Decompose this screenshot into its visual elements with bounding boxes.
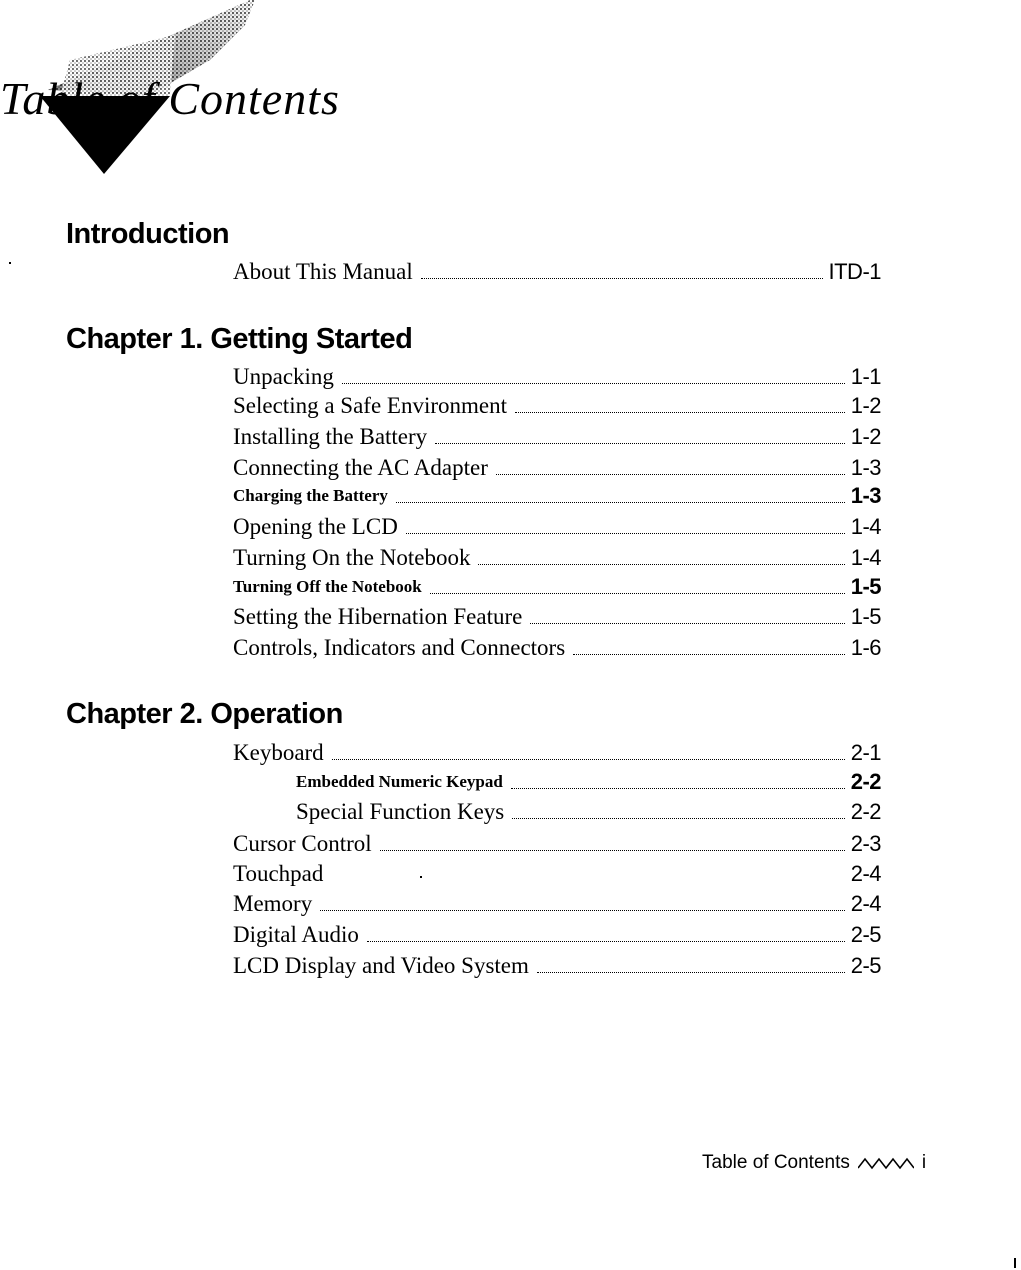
section-heading-chapter-1: Chapter 1. Getting Started [66, 323, 413, 355]
toc-entry [233, 632, 881, 662]
toc-entry-title: Connecting the AC Adapter [233, 455, 488, 480]
toc-entry-page: 1-4 [850, 545, 881, 570]
toc-entry [233, 480, 881, 510]
toc-entry-page: 1-5 [850, 604, 881, 629]
dot-leader [342, 382, 845, 384]
toc-entry-title: Special Function Keys [296, 799, 505, 824]
toc-entry [233, 858, 881, 888]
dot-leader [512, 817, 844, 819]
toc-entry-title: Memory [233, 891, 313, 916]
toc-entry-title: Embedded Numeric Keypad [296, 772, 503, 791]
dot-leader [511, 787, 845, 789]
toc-entry-page: 2-1 [850, 740, 881, 765]
toc-entry-title: Keyboard [233, 740, 324, 765]
section-heading-chapter-2: Chapter 2. Operation [66, 698, 343, 730]
dot-leader [478, 563, 844, 565]
dot-leader [396, 501, 845, 503]
toc-entry-title: Opening the LCD [233, 514, 398, 539]
toc-entry-title: Installing the Battery [233, 424, 428, 449]
dot-leader [332, 758, 845, 760]
footer-label: Table of Contents [702, 1152, 850, 1173]
toc-entry-title: About This Manual [233, 259, 413, 284]
toc-entry-page: 1-3 [850, 455, 881, 480]
dot-leader [320, 909, 844, 911]
toc-entry-title: Setting the Hibernation Feature [233, 604, 523, 629]
toc-entry [233, 390, 881, 420]
toc-entry [233, 571, 881, 601]
toc-entry-page: 1-2 [850, 424, 881, 449]
toc-entry [233, 421, 881, 451]
toc-entry-title: Turning On the Notebook [233, 545, 471, 570]
toc-entry-title: Selecting a Safe Environment [233, 393, 508, 418]
scan-speck [1014, 1258, 1016, 1268]
toc-entry-page: 2-2 [850, 769, 881, 794]
dot-leader [515, 411, 845, 413]
footer-page-number: i [921, 1152, 927, 1173]
toc-entry [233, 601, 881, 631]
page-title: Table of Contents [0, 73, 340, 124]
dot-leader [530, 622, 844, 624]
toc-entry-page: 1-6 [850, 635, 881, 660]
toc-entry-page: 1-3 [850, 483, 881, 508]
toc-entry [233, 828, 881, 858]
toc-entry-title: LCD Display and Video System [233, 953, 529, 978]
toc-entry-page: 1-1 [850, 364, 881, 389]
toc-entry-title: Turning Off the Notebook [233, 577, 422, 596]
toc-entry [233, 542, 881, 572]
toc-entry [233, 888, 881, 918]
toc-entry-title: Charging the Battery [233, 486, 388, 505]
dot-leader [380, 849, 845, 851]
toc-entry-title: Controls, Indicators and Connectors [233, 635, 566, 660]
dot-leader [496, 473, 845, 475]
scan-speck [420, 876, 422, 878]
toc-entry-page: 2-4 [850, 861, 881, 886]
dot-leader [421, 277, 823, 279]
dot-leader [573, 653, 845, 655]
toc-entry [233, 361, 881, 391]
zigzag-icon [858, 1156, 914, 1170]
section-heading-introduction: Introduction [66, 218, 230, 250]
toc-entry-title: Unpacking [233, 364, 334, 389]
dot-leader [430, 592, 845, 594]
dot-leader [435, 442, 845, 444]
dot-leader [537, 971, 845, 973]
dot-leader [331, 880, 844, 881]
toc-entry-page: 1-4 [850, 514, 881, 539]
toc-entry [233, 950, 881, 980]
toc-entry-page: ITD-1 [828, 259, 881, 284]
dot-leader [367, 940, 845, 942]
toc-entry-page: 2-3 [850, 831, 881, 856]
toc-entry-page: 2-5 [850, 953, 881, 978]
toc-entry [233, 452, 881, 482]
scan-speck [9, 262, 11, 264]
toc-entry [233, 919, 881, 949]
toc-entry-title: Cursor Control [233, 831, 372, 856]
page-footer [702, 1150, 926, 1176]
toc-entry-page: 2-2 [850, 799, 881, 824]
toc-entry [296, 796, 881, 826]
toc-entry-page: 1-2 [850, 393, 881, 418]
toc-entry [233, 511, 881, 541]
toc-entry-title: Touchpad [233, 861, 324, 886]
dot-leader [406, 532, 845, 534]
toc-entry-title: Digital Audio [233, 922, 359, 947]
toc-entry-page: 1-5 [850, 574, 881, 599]
toc-entry [296, 766, 881, 796]
toc-entry-page: 2-4 [850, 891, 881, 916]
toc-entry [233, 737, 881, 767]
toc-entry-page: 2-5 [850, 922, 881, 947]
toc-entry [233, 256, 881, 286]
